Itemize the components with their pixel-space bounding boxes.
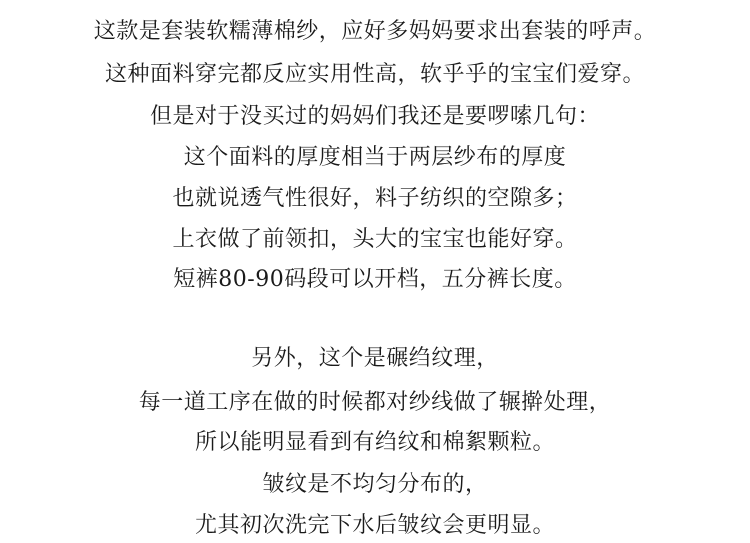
text-line: 这款是套装软糯薄棉纱，应好多妈妈要求出套装的呼声。 xyxy=(93,19,657,44)
text-line: 短裤80-90码段可以开档，五分裤长度。 xyxy=(173,267,577,292)
text-line: 每一道工序在做的时候都对纱线做了辗擀处理， xyxy=(138,390,612,415)
text-line: 尤其初次洗完下水后皱纹会更明显。 xyxy=(194,513,555,538)
text-line: 上衣做了前领扣，头大的宝宝也能好穿。 xyxy=(172,227,578,252)
text-line: 所以能明显看到有绉纹和棉絮颗粒。 xyxy=(194,430,555,455)
text-line: 这种面料穿完都反应实用性高，软乎乎的宝宝们爱穿。 xyxy=(104,62,645,87)
text-line: 这个面料的厚度相当于两层纱布的厚度 xyxy=(183,145,567,170)
text-line: 但是对于没买过的妈妈们我还是要啰嗦几句： xyxy=(149,104,600,129)
text-line: 另外，这个是碾绉纹理， xyxy=(251,346,499,371)
text-line: 也就说透气性很好，料子纺织的空隙多； xyxy=(172,186,578,211)
text-line: 皱纹是不均匀分布的， xyxy=(262,472,488,497)
